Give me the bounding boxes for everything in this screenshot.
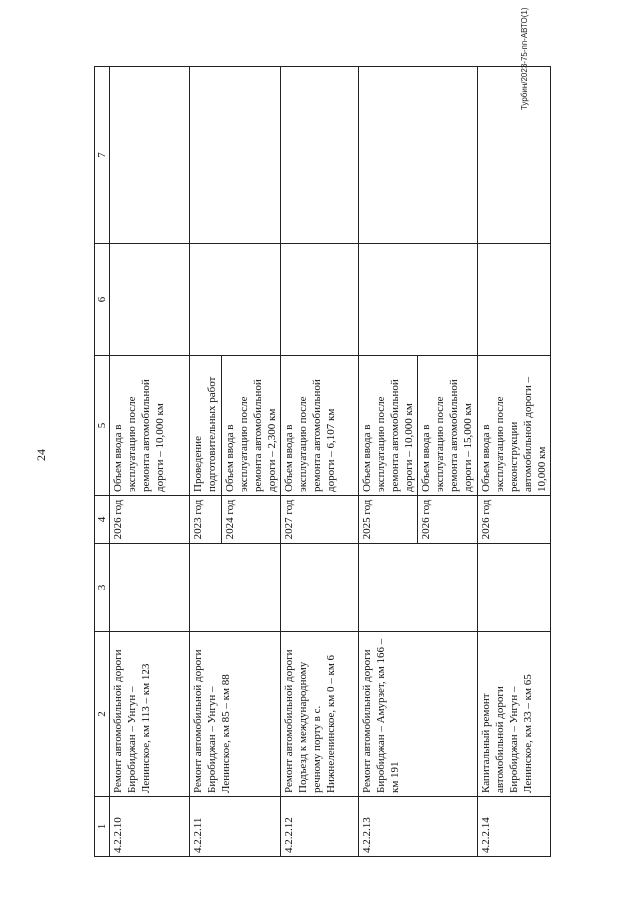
row-id: 4.2.2.11 <box>190 797 281 857</box>
row-year: 2027 год <box>281 496 359 544</box>
row-year: 2024 год <box>222 496 281 544</box>
row-col7 <box>110 67 190 244</box>
row-result: Объем ввода в эксплуатацию после ремонта автомобильной дороги – 2,300 км <box>222 356 281 496</box>
row-result: Объем ввода в эксплуатацию после реконструкции автомобильной дороги – 10,000 км <box>478 356 551 496</box>
row-year: 2026 год <box>110 496 190 544</box>
row-year: 2026 год <box>478 496 551 544</box>
row-col3 <box>190 544 281 632</box>
program-table <box>94 66 551 857</box>
row-col6 <box>478 244 551 356</box>
row-col7 <box>190 67 281 244</box>
header-cell-3: 3 <box>95 544 110 632</box>
table-row <box>478 67 551 857</box>
row-result: Проведение подготовительных работ <box>190 356 222 496</box>
row-id: 4.2.2.10 <box>110 797 190 857</box>
row-id: 4.2.2.14 <box>478 797 551 857</box>
row-id: 4.2.2.13 <box>359 797 478 857</box>
rotated-table-wrapper <box>94 67 548 857</box>
row-year: 2026 год <box>418 496 478 544</box>
row-result: Объем ввода в эксплуатацию после ремонта автомобильной дороги – 6,107 км <box>281 356 359 496</box>
row-name: Ремонт автомобильной дороги Биробиджан – Унгун – Ленинское, км 85 – км 88 <box>190 632 281 797</box>
header-cell-7: 7 <box>95 67 110 244</box>
row-id: 4.2.2.12 <box>281 797 359 857</box>
table-row <box>281 67 359 857</box>
side-stamp: Турбин/2023-75-пп-АВТО(1) <box>520 7 529 110</box>
row-result: Объем ввода в эксплуатацию после ремонта автомобильной дороги – 10,000 км <box>359 356 418 496</box>
row-col7 <box>478 67 551 244</box>
header-cell-6: 6 <box>95 244 110 356</box>
table-row <box>190 67 222 857</box>
row-year: 2025 год <box>359 496 418 544</box>
page-number: 24 <box>34 449 48 461</box>
row-col6 <box>281 244 359 356</box>
header-cell-2: 2 <box>95 632 110 797</box>
row-col3 <box>359 544 478 632</box>
row-result: Объем ввода в эксплуатацию после ремонта автомобильной дороги – 15,000 км <box>418 356 478 496</box>
row-col7 <box>359 67 478 244</box>
header-cell-4: 4 <box>95 496 110 544</box>
table-row <box>359 67 418 857</box>
row-name: Капитальный ремонт автомобильной дороги Биробиджан – Унгун – Ленинское, км 33 – км 65 <box>478 632 551 797</box>
row-col6 <box>190 244 281 356</box>
row-name: Ремонт автомобильной дороги Биробиджан – Унгун – Ленинское, км 113 – км 123 <box>110 632 190 797</box>
header-row <box>95 67 110 857</box>
header-cell-5: 5 <box>95 356 110 496</box>
row-col3 <box>110 544 190 632</box>
row-col3 <box>478 544 551 632</box>
row-col3 <box>281 544 359 632</box>
row-col6 <box>359 244 478 356</box>
table-row <box>110 67 190 857</box>
row-col6 <box>110 244 190 356</box>
row-name: Ремонт автомобильной дороги Подъезд к международному речному порту в с. Нижнеленинское, км 0 – км 6 <box>281 632 359 797</box>
row-year: 2023 год <box>190 496 222 544</box>
row-result: Объем ввода в эксплуатацию после ремонта автомобильной дороги – 10,000 км <box>110 356 190 496</box>
row-col7 <box>281 67 359 244</box>
header-cell-1: 1 <box>95 797 110 857</box>
row-name: Ремонт автомобильной дороги Биробиджан – Амурзет, км 166 – км 191 <box>359 632 478 797</box>
